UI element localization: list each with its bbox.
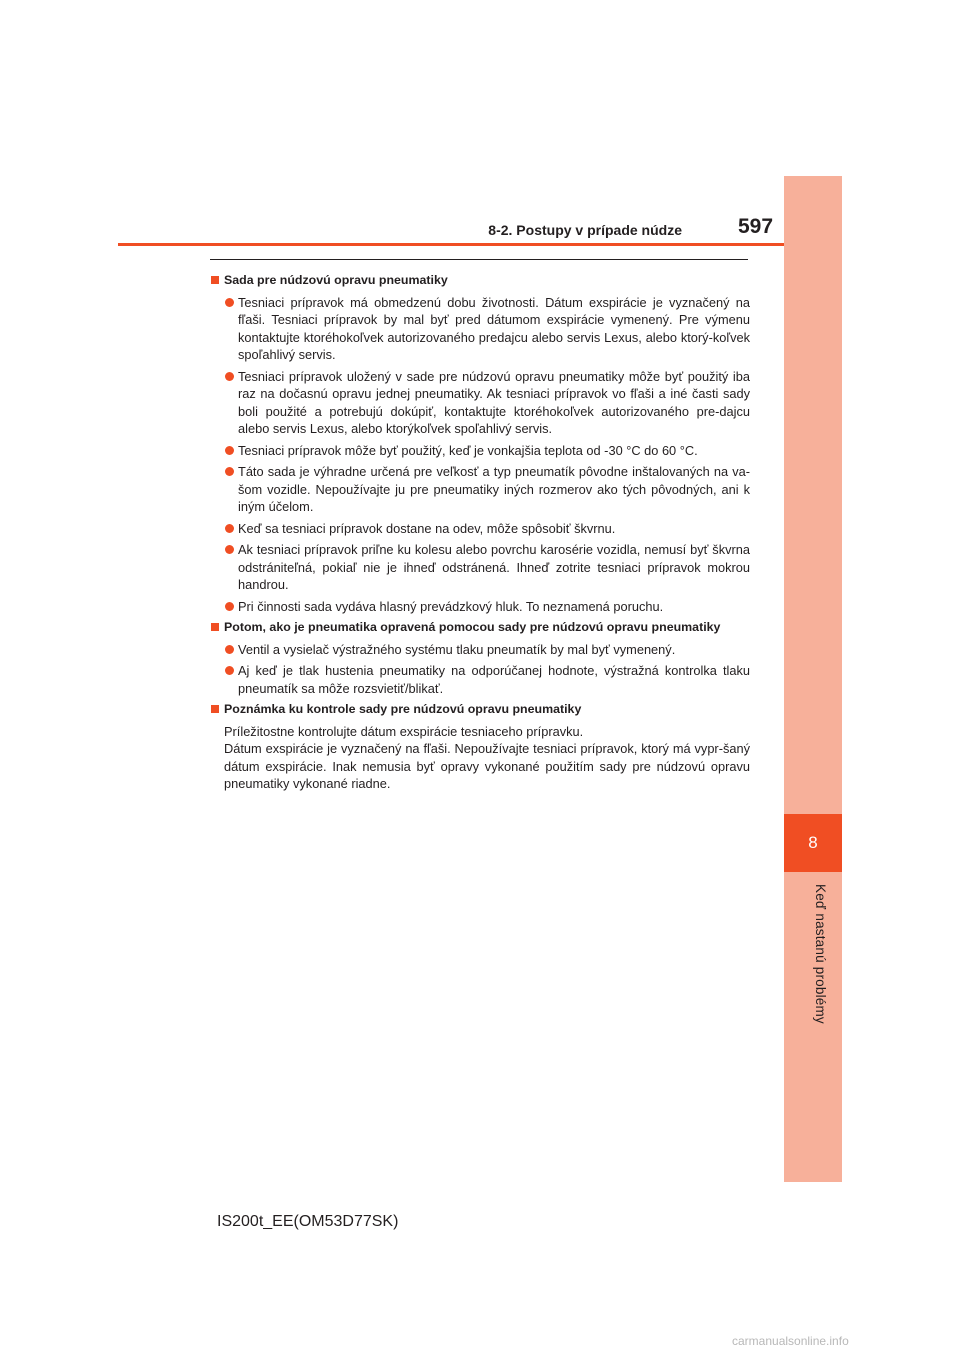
list-item: Keď sa tesniaci prípravok dostane na odev, môže spôsobiť škvrnu. (210, 520, 750, 538)
side-strip (784, 176, 842, 1182)
round-bullet-icon (225, 467, 234, 476)
chapter-title: Keď nastanú problémy (813, 884, 828, 1024)
block-kit-check (210, 701, 750, 793)
document-code: IS200t_EE(OM53D77SK) (217, 1213, 399, 1230)
block-repair-kit (210, 272, 750, 615)
round-bullet-icon (225, 545, 234, 554)
square-bullet-icon (211, 705, 219, 713)
list-item: Tesniaci prípravok môže byť použitý, keď je vonkajšia teplota od -30 °C do 60 °C. (210, 442, 750, 460)
block-heading: Potom, ako je pneumatika opravená pomocou sady pre núdzovú opravu pneumatiky (210, 619, 750, 637)
round-bullet-icon (225, 645, 234, 654)
round-bullet-icon (225, 446, 234, 455)
watermark: carmanualsonline.info (732, 1334, 849, 1348)
chapter-tab[interactable] (784, 814, 842, 872)
round-bullet-icon (225, 298, 234, 307)
block-heading: Sada pre núdzovú opravu pneumatiky (210, 272, 750, 290)
header-divider (118, 243, 784, 246)
list-item: Aj keď je tlak hustenia pneumatiky na odporúčanej hodnote, výstražná kontrolka tlaku pneumatík sa môže rozsvietiť/blikať. (210, 662, 750, 697)
list-item: Tesniaci prípravok uložený v sade pre núdzovú opravu pneumatiky môže byť použitý iba raz na dočasnú opravu jednej pneumatiky. Ak tesniaci prípravok vo fľaši a iné časti sady boli použité a potrebujú dokúpiť, kontaktujte ktoréhokoľvek autorizovaného pre-dajcu alebo servis Lexus, alebo ktorýkoľvek spoľahlivý servis. (210, 368, 750, 438)
block-heading: Poznámka ku kontrole sady pre núdzovú opravu pneumatiky (210, 701, 750, 719)
list-item: Ak tesniaci prípravok priľne ku kolesu alebo povrchu karosérie vozidla, nemusí byť škvrna odstrániteľná, pokiaľ nie je ihneď odstránená. Ihneď zotrite tesniaci prípravok mokrou handrou. (210, 541, 750, 594)
square-bullet-icon (211, 623, 219, 631)
list-item: Tesniaci prípravok má obmedzenú dobu životnosti. Dátum exspirácie je vyznačený na fľaši. Tesniaci prípravok by mal byť pred dátumom exspirácie vymenený. Pre výmenu kontaktujte ktoréhokoľvek autorizovaného predajcu alebo servis Lexus, alebo ktorý-koľvek spoľahlivý servis. (210, 294, 750, 364)
list-item: Táto sada je výhradne určená pre veľkosť a typ pneumatík pôvodne inštalovaných na va-šom vozidle. Nepoužívajte ju pre pneumatiky iných rozmerov ako tých pôvodných, ani k iným účelom. (210, 463, 750, 516)
square-bullet-icon (211, 276, 219, 284)
paragraph: Dátum exspirácie je vyznačený na fľaši. Nepoužívajte tesniaci prípravok, ktorý má vypr-šaný dátum exspirácie. Inak nemusia byť opravy vykonané použitím sady pre núdzovú opravu pneumatiky vykonané riadne. (224, 741, 750, 791)
chapter-number: 8 (808, 833, 818, 852)
content-divider (210, 259, 748, 260)
page-content (210, 268, 750, 793)
block-after-repair (210, 619, 750, 697)
list-item: Ventil a vysielač výstražného systému tlaku pneumatík by mal byť vymenený. (210, 641, 750, 659)
paragraph: Príležitostne kontrolujte dátum exspirácie tesniaceho prípravku. (224, 723, 584, 739)
section-title: 8-2. Postupy v prípade núdze (488, 222, 682, 238)
page-number: 597 (738, 215, 774, 238)
round-bullet-icon (225, 602, 234, 611)
list-item: Pri činnosti sada vydáva hlasný prevádzkový hluk. To neznamená poruchu. (210, 598, 750, 616)
round-bullet-icon (225, 372, 234, 381)
round-bullet-icon (225, 666, 234, 675)
round-bullet-icon (225, 524, 234, 533)
